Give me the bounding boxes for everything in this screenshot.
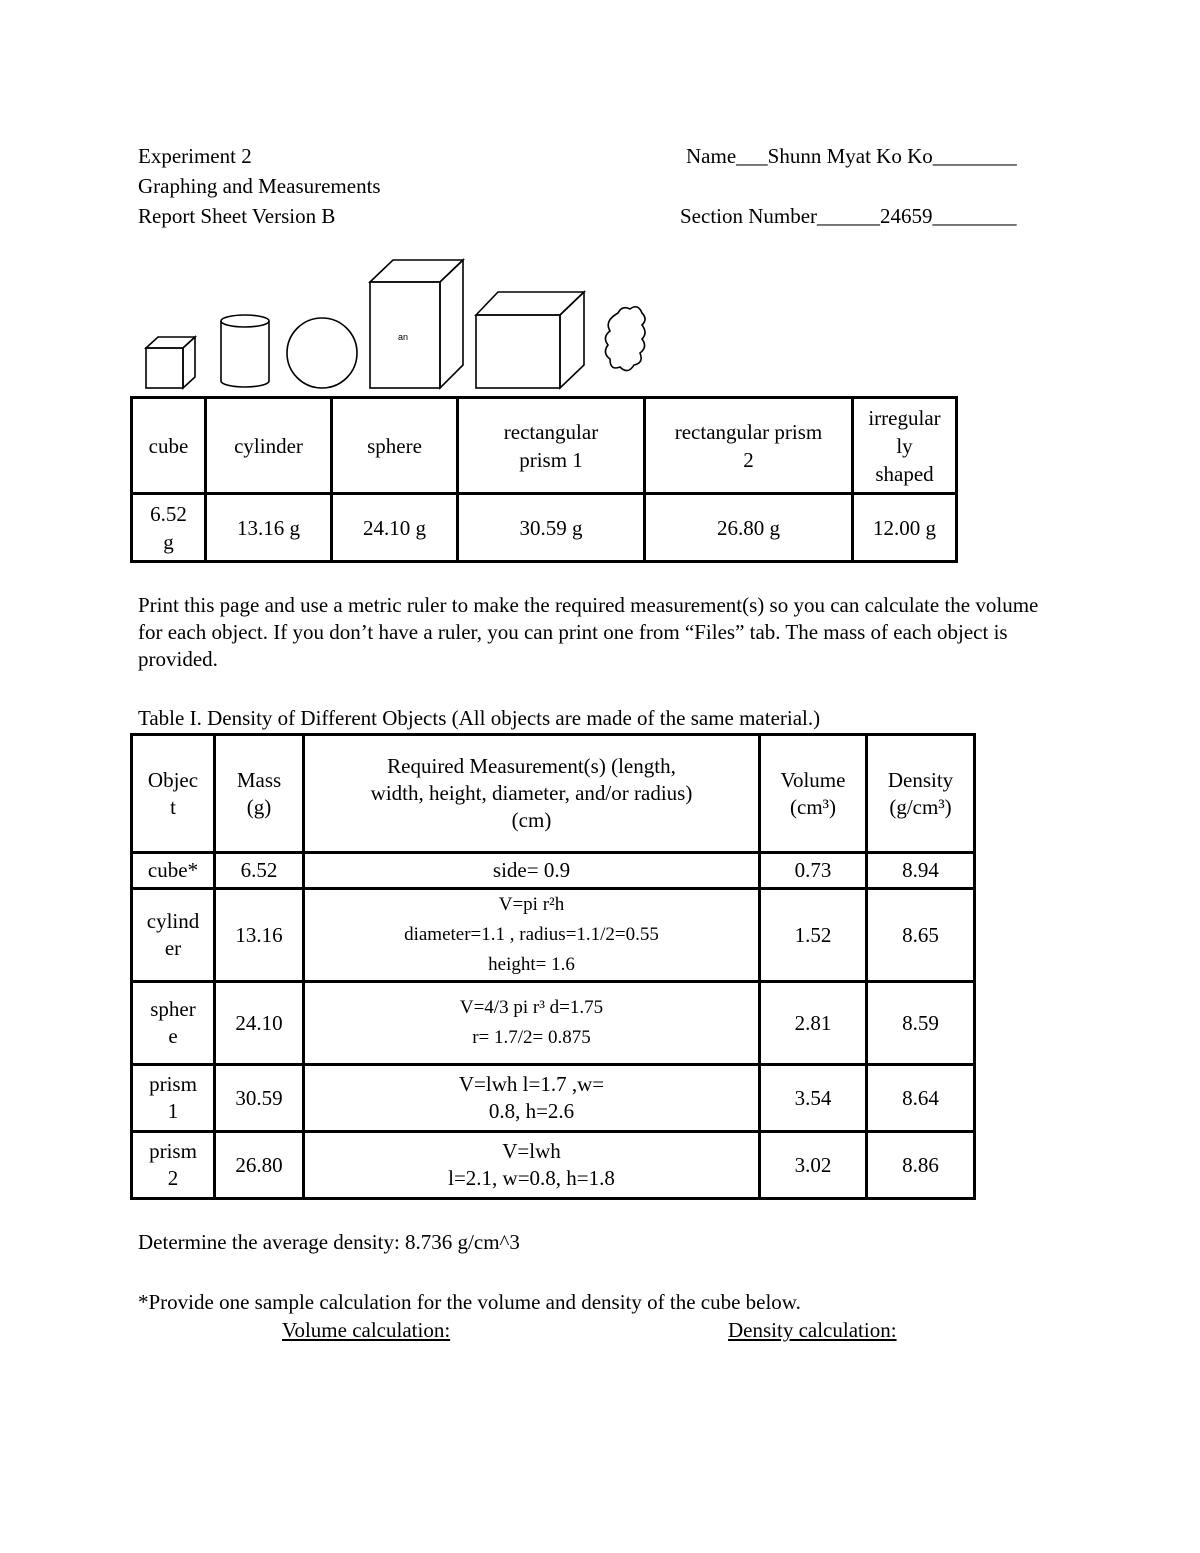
mass-cell: 24.10 g [332,494,458,562]
header-mass: Mass (g) [215,735,304,853]
header-density: Density (g/cm³) [867,735,975,853]
mass-cell: 6.52 g [132,494,206,562]
volume-cell: 3.54 [760,1065,867,1132]
irregular-shape-drawing [605,307,645,371]
object-name-cell: cylinder [206,398,332,494]
prism-label: an [398,332,409,342]
object-name-cell: sphere [332,398,458,494]
header-object: Objec t [132,735,215,853]
instructions-paragraph: Print this page and use a metric ruler to make the required measurement(s) so you can calculate the volume for each object. If you don’t have a ruler, you can print one from “Files” tab. The mass of each object is provided. [138,593,1039,671]
measurement-cell: V=pi r²h diameter=1.1 , radius=1.1/2=0.55 height= 1.6 [304,889,760,982]
object-cell: cube* [132,853,215,889]
mass-cell: 24.10 [215,982,304,1065]
cube-drawing [146,337,195,388]
table-caption: Table I. Density of Different Objects (All objects are made of the same material.) [138,706,821,730]
table-row [132,853,975,889]
density-cell: 8.64 [867,1065,975,1132]
volume-calculation-label: Volume calculation: [282,1318,451,1342]
average-density-answer: Determine the average density: 8.736 g/cm^3 [138,1230,520,1254]
object-drawings [138,255,658,395]
measurement-cell: V=lwh l=2.1, w=0.8, h=1.8 [304,1132,760,1199]
density-cell: 8.94 [867,853,975,889]
measurement-cell: V=4/3 pi r³ d=1.75 r= 1.7/2= 0.875 [304,982,760,1065]
measurement-cell: V=lwh l=1.7 ,w= 0.8, h=2.6 [304,1065,760,1132]
section-number-field[interactable]: Section Number______24659________ [680,204,1017,228]
object-cell: prism 1 [132,1065,215,1132]
mass-cell: 13.16 g [206,494,332,562]
density-cell: 8.59 [867,982,975,1065]
experiment-title: Experiment 2 [138,144,252,168]
volume-cell: 3.02 [760,1132,867,1199]
mass-cell: 6.52 [215,853,304,889]
object-name-cell: irregular ly shaped [853,398,957,494]
object-name-cell: rectangular prism 2 [645,398,853,494]
table-row [132,982,975,1065]
cylinder-drawing [221,315,269,387]
density-cell: 8.65 [867,889,975,982]
header-measurement: Required Measurement(s) (length, width, height, diameter, and/or radius) (cm) [304,735,760,853]
mass-cell: 30.59 g [458,494,645,562]
density-cell: 8.86 [867,1132,975,1199]
sphere-drawing [287,318,357,388]
report-version: Report Sheet Version B [138,204,336,228]
measurement-cell: side= 0.9 [304,853,760,889]
density-table [130,733,976,1200]
experiment-subtitle: Graphing and Measurements [138,174,381,198]
table-row [132,1132,975,1199]
object-cell: prism 2 [132,1132,215,1199]
volume-cell: 0.73 [760,853,867,889]
object-name-cell: rectangular prism 1 [458,398,645,494]
mass-cell: 26.80 g [645,494,853,562]
mass-cell: 13.16 [215,889,304,982]
volume-cell: 1.52 [760,889,867,982]
header-volume: Volume (cm³) [760,735,867,853]
object-cell: cylind er [132,889,215,982]
rectangular-prism-1-drawing [370,260,463,388]
objects-mass-table [130,396,958,563]
density-calculation-label: Density calculation: [728,1318,897,1342]
object-name-cell: cube [132,398,206,494]
object-cell: spher e [132,982,215,1065]
table-row [132,889,975,982]
mass-cell: 30.59 [215,1065,304,1132]
student-name-field[interactable]: Name___Shunn Myat Ko Ko________ [686,144,1017,168]
table-row [132,1065,975,1132]
mass-cell: 26.80 [215,1132,304,1199]
volume-cell: 2.81 [760,982,867,1065]
rectangular-prism-2-drawing [476,292,584,388]
mass-cell: 12.00 g [853,494,957,562]
sample-calculation-prompt: *Provide one sample calculation for the volume and density of the cube below. [138,1290,801,1314]
